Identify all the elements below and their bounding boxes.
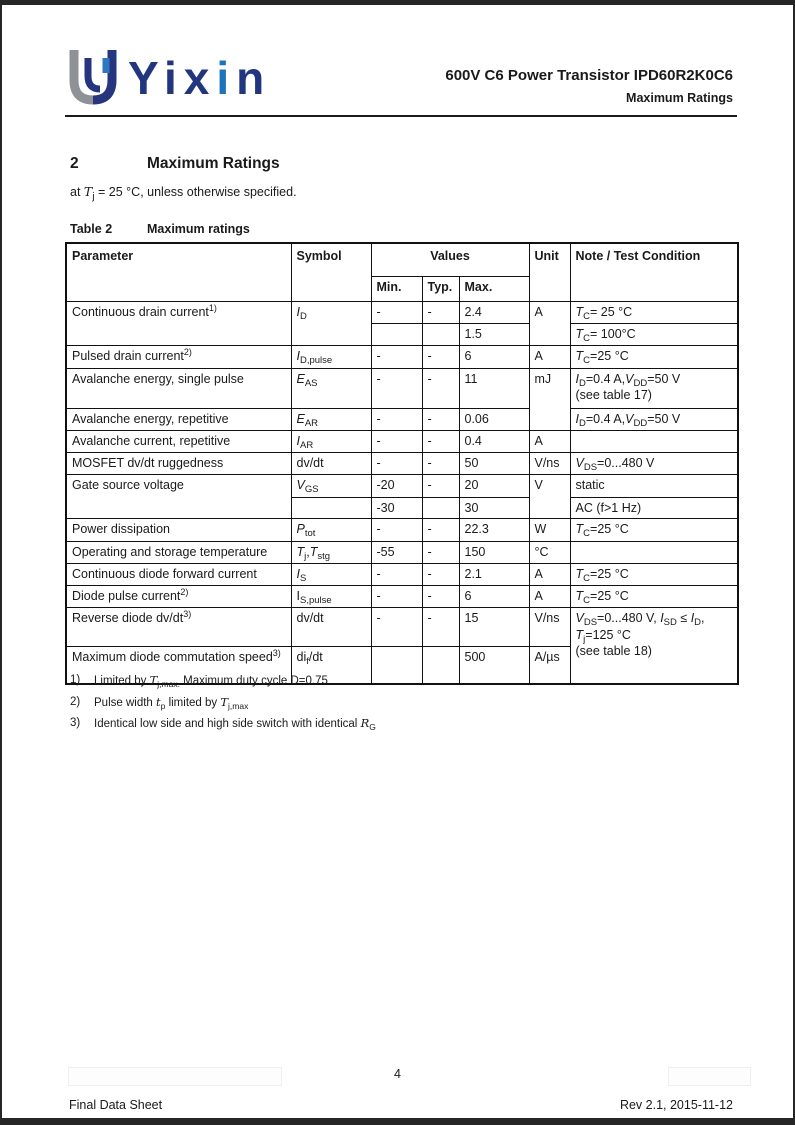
- cell-unit: A: [529, 302, 570, 346]
- section-number: 2: [70, 155, 79, 172]
- cell-max: 0.06: [459, 408, 529, 430]
- cell-unit: A: [529, 564, 570, 586]
- table-row: [66, 586, 738, 608]
- cell-symbol: $I_{S,pulse}$: [291, 586, 371, 608]
- test-condition-line: at $T_j = 25$ °C, unless otherwise specified.: [70, 184, 297, 203]
- cell-parameter: Power dissipation: [66, 519, 291, 542]
- cell-unit: mJ: [529, 368, 570, 430]
- brand-logo: [66, 47, 271, 109]
- cell-unit: °C: [529, 542, 570, 564]
- cell-min: -: [371, 452, 422, 474]
- table-row: [66, 430, 738, 452]
- cell-min: -55: [371, 542, 422, 564]
- cell-parameter: Maximum diode commutation speed$^{3)}$: [66, 647, 291, 684]
- cell-max: 150: [459, 542, 529, 564]
- cell-parameter: Gate source voltage: [66, 474, 291, 519]
- footnote-text: Identical low side and high side switch with identical $R_G$: [94, 716, 376, 732]
- table-row: [66, 542, 738, 564]
- cell-symbol: $I_{AR}$: [291, 430, 371, 452]
- column-header-symbol: Symbol: [291, 243, 371, 302]
- cell-typ: -: [422, 345, 459, 368]
- column-header-note: Note / Test Condition: [570, 243, 738, 302]
- cell-symbol: $V_{GS}$: [291, 474, 371, 497]
- column-header-max: Max.: [459, 277, 529, 302]
- cell-unit: A: [529, 430, 570, 452]
- cell-typ: -: [422, 542, 459, 564]
- page-number: 4: [394, 1067, 401, 1081]
- table-row: [66, 368, 738, 408]
- section-heading: [70, 155, 280, 173]
- cell-parameter: Continuous drain current$^{1)}$: [66, 302, 291, 346]
- cell-min: -: [371, 408, 422, 430]
- cell-max: 15: [459, 608, 529, 647]
- column-header-typ: Typ.: [422, 277, 459, 302]
- cell-unit: W: [529, 519, 570, 542]
- cell-note: $I_D=0.4$ $A,V_{DD}=50$ V: [570, 408, 738, 430]
- maximum-ratings-table: [65, 242, 739, 685]
- column-header-min: Min.: [371, 277, 422, 302]
- cell-unit: A: [529, 586, 570, 608]
- cell-typ: [422, 324, 459, 346]
- footnote: [70, 715, 376, 737]
- cell-note: $V_{DS}=0...480$ V, $I_{SD} \le I_D$, $T_j=125$ °C (see table 18): [570, 608, 738, 684]
- document-header: [445, 67, 733, 106]
- cell-note: static: [570, 474, 738, 497]
- column-header-unit: Unit: [529, 243, 570, 302]
- cell-max: 20: [459, 474, 529, 497]
- footnote-text: Limited by $T_{j,max.}$ Maximum duty cycle D=0.75: [94, 673, 328, 689]
- logo-wordmark: [128, 53, 271, 103]
- cell-note: $T_C=25$ °C: [570, 519, 738, 542]
- cell-typ: [422, 647, 459, 684]
- cell-symbol: [291, 497, 371, 519]
- cell-note: $V_{DS}=0...480$ V: [570, 452, 738, 474]
- cell-typ: -: [422, 474, 459, 497]
- cell-unit: A/µs: [529, 647, 570, 684]
- cell-note: $T_C=25$ °C: [570, 586, 738, 608]
- footnote: [70, 694, 376, 716]
- cell-min: -: [371, 608, 422, 647]
- cell-max: 6: [459, 586, 529, 608]
- cell-typ: -: [422, 302, 459, 324]
- cell-parameter: Operating and storage temperature: [66, 542, 291, 564]
- cell-note: [570, 542, 738, 564]
- cell-max: 0.4: [459, 430, 529, 452]
- footnote-number: 2): [70, 695, 81, 708]
- cell-min: -: [371, 586, 422, 608]
- cell-typ: -: [422, 519, 459, 542]
- footnote: [70, 672, 376, 694]
- column-header-values: Values: [371, 243, 529, 277]
- cell-typ: [422, 497, 459, 519]
- cell-symbol: $I_S$: [291, 564, 371, 586]
- cell-typ: -: [422, 564, 459, 586]
- cell-typ: -: [422, 430, 459, 452]
- cell-min: [371, 647, 422, 684]
- cell-symbol: $E_{AR}$: [291, 408, 371, 430]
- cell-symbol: dv/dt: [291, 452, 371, 474]
- cell-note: $I_D=0.4$ $A,V_{DD}=50$ V (see table 17): [570, 368, 738, 408]
- cell-min: -: [371, 430, 422, 452]
- cell-unit: V/ns: [529, 452, 570, 474]
- cell-max: 30: [459, 497, 529, 519]
- cell-max: 11: [459, 368, 529, 408]
- table-row: [66, 302, 738, 324]
- cell-unit: V: [529, 474, 570, 519]
- cell-typ: -: [422, 368, 459, 408]
- footnote-text: Pulse width $t_p$ limited by $T_{j,max}$: [94, 694, 249, 711]
- cell-symbol: $E_{AS}$: [291, 368, 371, 408]
- cell-min: -30: [371, 497, 422, 519]
- table-caption-label: Table 2: [70, 222, 113, 236]
- cell-note: $T_C=25$ °C: [570, 345, 738, 368]
- cell-symbol: dv/dt: [291, 608, 371, 647]
- cell-note: [570, 430, 738, 452]
- cell-parameter: Avalanche energy, repetitive: [66, 408, 291, 430]
- cell-symbol: $I_{D,pulse}$: [291, 345, 371, 368]
- cell-max: 22.3: [459, 519, 529, 542]
- cell-min: -20: [371, 474, 422, 497]
- cell-parameter: Avalanche energy, single pulse: [66, 368, 291, 408]
- section-title: Maximum Ratings: [147, 155, 280, 172]
- cell-note: $T_C=25$ °C: [570, 564, 738, 586]
- cell-symbol: $P_{tot}$: [291, 519, 371, 542]
- cell-max: 500: [459, 647, 529, 684]
- cell-min: -: [371, 368, 422, 408]
- cell-parameter: MOSFET dv/dt ruggedness: [66, 452, 291, 474]
- column-header-parameter: Parameter: [66, 243, 291, 302]
- cell-unit: V/ns: [529, 608, 570, 647]
- cell-max: 50: [459, 452, 529, 474]
- table-row: [66, 608, 738, 647]
- cell-parameter: Continuous diode forward current: [66, 564, 291, 586]
- cell-max: 1.5: [459, 324, 529, 346]
- table-caption: [70, 222, 250, 236]
- cell-min: -: [371, 302, 422, 324]
- cell-symbol: $di_f/dt$: [291, 647, 371, 684]
- cell-max: 6: [459, 345, 529, 368]
- cell-typ: -: [422, 408, 459, 430]
- logo-text-part: Yix: [128, 52, 217, 104]
- table-row: [66, 564, 738, 586]
- product-title: 600V C6 Power Transistor IPD60R2K0C6: [445, 67, 733, 84]
- footer-revision: Rev 2.1, 2015-11-12: [619, 1098, 733, 1112]
- cell-note: AC (f>1 Hz): [570, 497, 738, 519]
- cell-symbol: $I_D$: [291, 302, 371, 346]
- table-row: [66, 408, 738, 430]
- logo-u-icon: [66, 47, 118, 109]
- footnote-number: 1): [70, 674, 81, 686]
- cell-parameter: Reverse diode $dv/dt^{3)}$: [66, 608, 291, 647]
- cell-typ: -: [422, 452, 459, 474]
- table-row: [66, 452, 738, 474]
- cell-parameter: Diode pulse current$^{2)}$: [66, 586, 291, 608]
- header-rule: [65, 115, 737, 117]
- table-row: [66, 345, 738, 368]
- table-row: [66, 474, 738, 497]
- cell-max: 2.1: [459, 564, 529, 586]
- cell-min: -: [371, 519, 422, 542]
- cell-symbol: $T_j,T_{stg}$: [291, 542, 371, 564]
- cell-unit: A: [529, 345, 570, 368]
- cell-parameter: Avalanche current, repetitive: [66, 430, 291, 452]
- header-section-label: Maximum Ratings: [626, 91, 733, 105]
- table-row: [66, 519, 738, 542]
- cell-min: -: [371, 345, 422, 368]
- cell-min: [371, 324, 422, 346]
- cell-note: $T_C= 100^\circ C$: [570, 324, 738, 346]
- logo-text-part: n: [236, 52, 272, 104]
- cell-min: -: [371, 564, 422, 586]
- logo-text-part: i: [216, 52, 237, 104]
- cell-parameter: Pulsed drain current$^{2)}$: [66, 345, 291, 368]
- cell-note: $T_C= 25$ °C: [570, 302, 738, 324]
- cell-typ: -: [422, 608, 459, 647]
- cell-max: 2.4: [459, 302, 529, 324]
- cell-typ: -: [422, 586, 459, 608]
- table-caption-title: Maximum ratings: [147, 222, 250, 236]
- footnotes: [70, 672, 376, 737]
- footer-document-status: Final Data Sheet: [69, 1098, 163, 1112]
- footnote-number: 3): [70, 717, 81, 729]
